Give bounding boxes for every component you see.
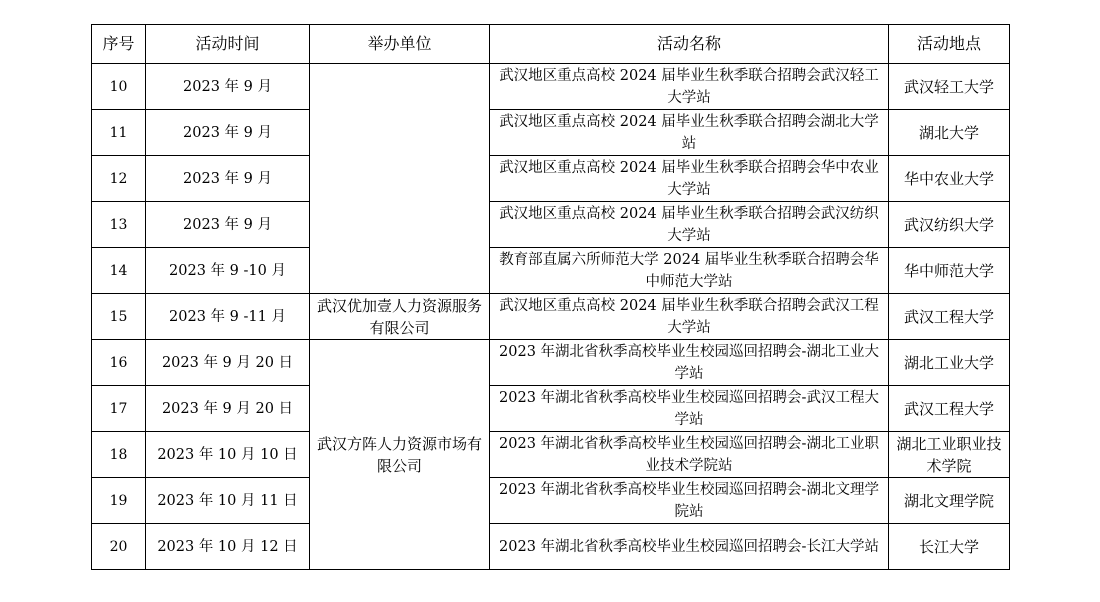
row-index: 20: [92, 524, 146, 570]
header-event-name: 活动名称: [490, 25, 889, 64]
header-organizer: 举办单位: [310, 25, 490, 64]
row-index: 19: [92, 478, 146, 524]
row-location: 武汉工程大学: [889, 294, 1010, 340]
row-index: 13: [92, 202, 146, 248]
table-row: [92, 64, 1010, 110]
row-index: 17: [92, 386, 146, 432]
row-event-name: 武汉地区重点高校 2024 届毕业生秋季联合招聘会湖北大学站: [490, 110, 889, 156]
row-event-name: 2023 年湖北省秋季高校毕业生校园巡回招聘会-湖北文理学院站: [490, 478, 889, 524]
table-row: [92, 202, 1010, 248]
row-index: 14: [92, 248, 146, 294]
row-event-name: 教育部直属六所师范大学 2024 届毕业生秋季联合招聘会华中师范大学站: [490, 248, 889, 294]
row-location: 湖北工业大学: [889, 340, 1010, 386]
row-location: 华中农业大学: [889, 156, 1010, 202]
row-event-name: 武汉地区重点高校 2024 届毕业生秋季联合招聘会武汉纺织大学站: [490, 202, 889, 248]
row-time: 2023 年 9 月: [146, 110, 310, 156]
row-location: 武汉工程大学: [889, 386, 1010, 432]
row-time: 2023 年 9 -10 月: [146, 248, 310, 294]
row-event-name: 2023 年湖北省秋季高校毕业生校园巡回招聘会-武汉工程大学站: [490, 386, 889, 432]
row-event-name: 2023 年湖北省秋季高校毕业生校园巡回招聘会-湖北工业职业技术学院站: [490, 432, 889, 478]
row-location: 湖北工业职业技术学院: [889, 432, 1010, 478]
row-time: 2023 年 10 月 11 日: [146, 478, 310, 524]
row-index: 16: [92, 340, 146, 386]
row-time: 2023 年 9 月 20 日: [146, 340, 310, 386]
row-location: 武汉纺织大学: [889, 202, 1010, 248]
row-index: 10: [92, 64, 146, 110]
table-row: [92, 248, 1010, 294]
row-time: 2023 年 9 月: [146, 202, 310, 248]
header-index: 序号: [92, 25, 146, 64]
table-row: [92, 110, 1010, 156]
table-row: [92, 386, 1010, 432]
row-event-name: 武汉地区重点高校 2024 届毕业生秋季联合招聘会武汉轻工大学站: [490, 64, 889, 110]
row-time: 2023 年 9 -11 月: [146, 294, 310, 340]
table-row: [92, 156, 1010, 202]
row-index: 18: [92, 432, 146, 478]
row-time: 2023 年 9 月: [146, 156, 310, 202]
row-location: 武汉轻工大学: [889, 64, 1010, 110]
header-time: 活动时间: [146, 25, 310, 64]
row-time: 2023 年 10 月 10 日: [146, 432, 310, 478]
row-index: 11: [92, 110, 146, 156]
row-organizer-fangzhen: 武汉方阵人力资源市场有限公司: [310, 340, 490, 570]
row-location: 湖北大学: [889, 110, 1010, 156]
row-event-name: 武汉地区重点高校 2024 届毕业生秋季联合招聘会华中农业大学站: [490, 156, 889, 202]
row-event-name: 2023 年湖北省秋季高校毕业生校园巡回招聘会-湖北工业大学站: [490, 340, 889, 386]
row-time: 2023 年 9 月: [146, 64, 310, 110]
row-time: 2023 年 9 月 20 日: [146, 386, 310, 432]
row-event-name: 2023 年湖北省秋季高校毕业生校园巡回招聘会-长江大学站: [490, 524, 889, 570]
table-row: [92, 340, 1010, 386]
row-time: 2023 年 10 月 12 日: [146, 524, 310, 570]
events-table: [91, 24, 1010, 570]
header-location: 活动地点: [889, 25, 1010, 64]
row-organizer-blank: [310, 64, 490, 294]
table-row: [92, 478, 1010, 524]
row-event-name: 武汉地区重点高校 2024 届毕业生秋季联合招聘会武汉工程大学站: [490, 294, 889, 340]
row-index: 12: [92, 156, 146, 202]
table-row: [92, 294, 1010, 340]
row-location: 华中师范大学: [889, 248, 1010, 294]
header-row: [92, 25, 1010, 64]
row-location: 长江大学: [889, 524, 1010, 570]
row-index: 15: [92, 294, 146, 340]
row-location: 湖北文理学院: [889, 478, 1010, 524]
row-organizer-youjiayi: 武汉优加壹人力资源服务有限公司: [310, 294, 490, 340]
table-row: [92, 524, 1010, 570]
table-row: [92, 432, 1010, 478]
